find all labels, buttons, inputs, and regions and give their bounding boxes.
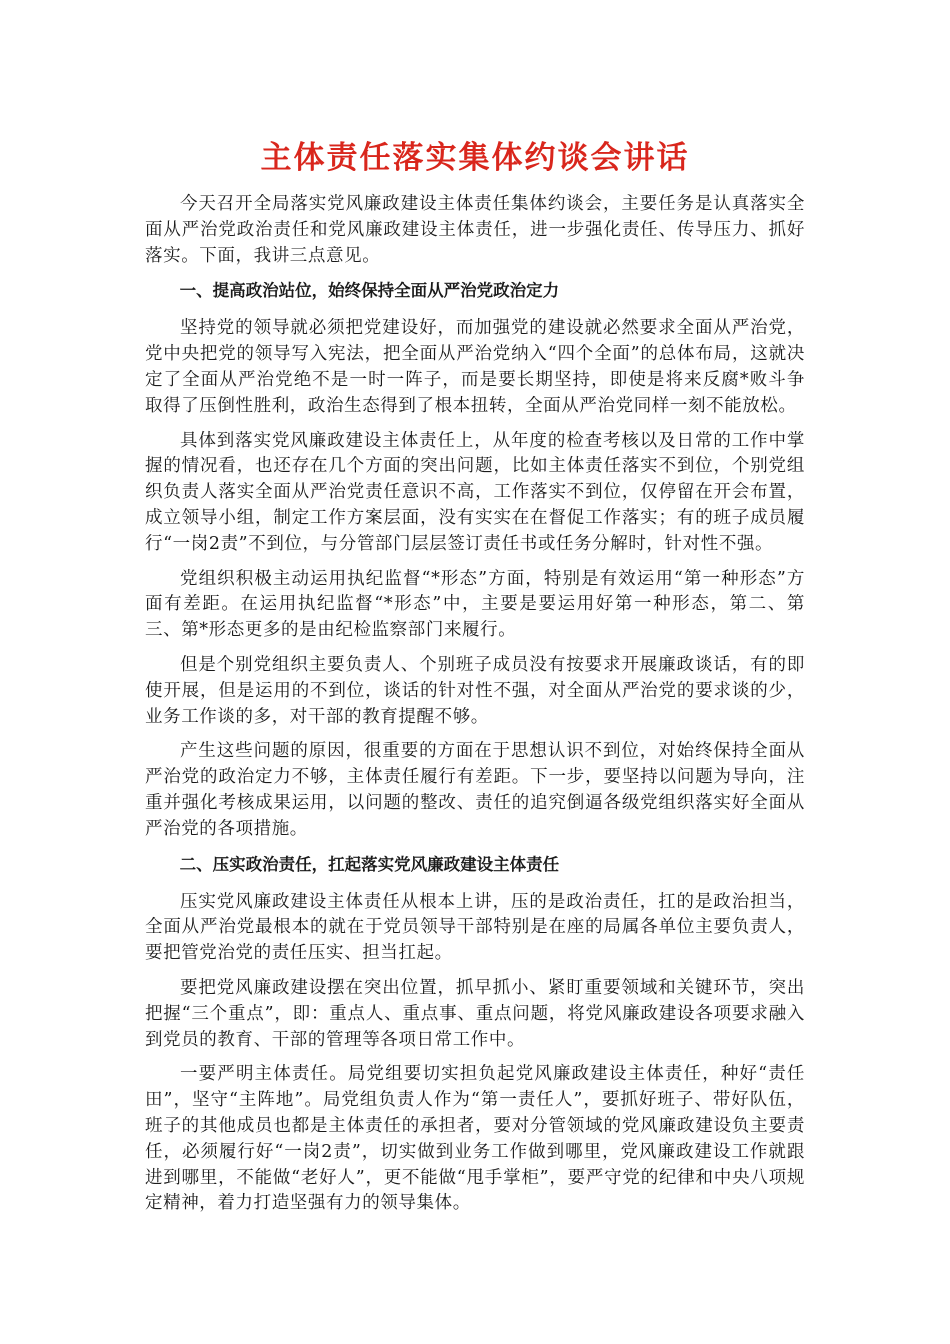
- paragraph: 具体到落实党风廉政建设主体责任上，从年度的检查考核以及日常的工作中掌握的情况看，也还存在几个方面的突出问题，比如主体责任落实不到位，个别党组织负责人落实全面从严治党责任意识不高，工作落实不到位，仅停留在开会布置，成立领导小组，制定工作方案层面，没有实实在在督促工作落实；有的班子成员履行“一岗2责”不到位，与分管部门层层签订责任书或任务分解时，针对性不强。: [145, 430, 805, 554]
- document-page: [145, 128, 805, 1226]
- paragraph: 一要严明主体责任。局党组要切实担负起党风廉政建设主体责任，种好“责任田”，坚守“主阵地”。局党组负责人作为“第一责任人”，要抓好班子、带好队伍，班子的其他成员也都是主体责任的承担者，要对分管领域的党风廉政建设负主要责任，必须履行好“一岗2责”，切实做到业务工作做到哪里，党风廉政建设工作就跟进到哪里，不能做“老好人”，更不能做“甩手掌柜”，要严守党的纪律和中央八项规定精神，着力打造坚强有力的领导集体。: [145, 1064, 805, 1214]
- section-heading-1: 一、提高政治站位，始终保持全面从严治党政治定力: [179, 281, 560, 301]
- paragraph: 党组织积极主动运用执纪监督“*形态”方面，特别是有效运用“第一种形态”方面有差距。在运用执纪监督“*形态”中，主要是要运用好第一种形态，第二、第三、第*形态更多的是由纪检监察部门来履行。: [145, 568, 805, 641]
- paragraph: 产生这些问题的原因，很重要的方面在于思想认识不到位，对始终保持全面从严治党的政治定力不够，主体责任履行有差距。下一步，要坚持以问题为导向，注重并强化考核成果运用，以问题的整改、责任的追究倒逼各级党组织落实好全面从严治党的各项措施。: [145, 741, 805, 839]
- paragraph: 但是个别党组织主要负责人、个别班子成员没有按要求开展廉政谈话，有的即使开展，但是运用的不到位，谈话的针对性不强，对全面从严治党的要求谈的少，业务工作谈的多，对干部的教育提醒不够。: [145, 654, 805, 727]
- document-title: 主体责任落实集体约谈会讲话: [260, 140, 690, 176]
- section-heading-2: 二、压实政治责任，扛起落实党风廉政建设主体责任: [179, 854, 560, 874]
- paragraph: 坚持党的领导就必须把党建设好，而加强党的建设就必然要求全面从严治党，党中央把党的领导写入宪法，把全面从严治党纳入“四个全面”的总体布局，这就决定了全面从严治党绝不是一时一阵子，而是要长期坚持，即使是将来反腐*败斗争取得了压倒性胜利，政治生态得到了根本扭转，全面从严治党同样一刻不能放松。: [145, 318, 805, 416]
- paragraph: 压实党风廉政建设主体责任从根本上讲，压的是政治责任，扛的是政治担当，全面从严治党最根本的就在于党员领导干部特别是在座的局属各单位主要负责人，要把管党治党的责任压实、担当扛起。: [145, 891, 805, 964]
- paragraph-intro: 今天召开全局落实党风廉政建设主体责任集体约谈会，主要任务是认真落实全面从严治党政治责任和党风廉政建设主体责任，进一步强化责任、传导压力、抓好落实。下面，我讲三点意见。: [145, 194, 805, 266]
- paragraph: 要把党风廉政建设摆在突出位置，抓早抓小、紧盯重要领域和关键环节，突出把握“三个重点”，即：重点人、重点事、重点问题，将党风廉政建设各项要求融入到党员的教育、干部的管理等各项日常工作中。: [145, 977, 805, 1050]
